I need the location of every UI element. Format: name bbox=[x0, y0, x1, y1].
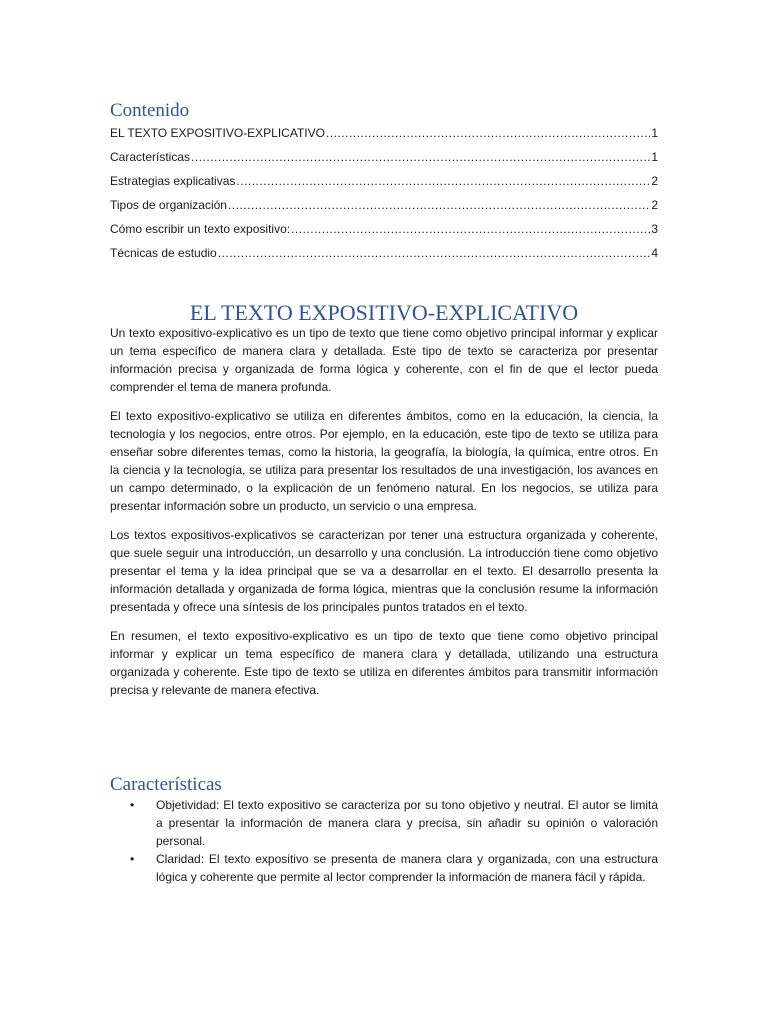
toc-item-page: 1 bbox=[651, 150, 658, 164]
bullet-item bbox=[110, 850, 658, 886]
bullet-text: Claridad: El texto expositivo se presenta de manera clara y organizada, con una estructura lógica y coherente que permite al lector comprender la información de manera fácil y rápida. bbox=[156, 852, 658, 884]
toc-item-label: Cómo escribir un texto expositivo: bbox=[110, 222, 291, 236]
paragraph: En resumen, el texto expositivo-explicativo es un tipo de texto que tiene como objetivo principal informar y explicar un tema específico de manera clara y detallada, utilizando una estructura organizada y coherente. Este tipo de texto se utiliza en diferentes ámbitos para transmitir información precisa y relevante de manera efectiva. bbox=[110, 629, 658, 697]
paragraph: El texto expositivo-explicativo se utiliza en diferentes ámbitos, como en la educación, la ciencia, la tecnología y los negocios, entre otros. Por ejemplo, en la educación, este tipo de texto se utiliza para enseñar sobre diferentes temas, como la historia, la geografía, la biología, la química, entre otros. En la ciencia y la tecnología, se utiliza para presentar los resultados de una investigación, los avances en un campo determinado, o la explicación de un fenómeno natural. En los negocios, se utiliza para presentar información sobre un producto, un servicio o una empresa. bbox=[110, 409, 658, 513]
toc-item-label: Estrategias explicativas bbox=[110, 174, 236, 188]
bullet-item bbox=[110, 796, 658, 850]
toc-item-label: EL TEXTO EXPOSITIVO-EXPLICATIVO bbox=[110, 126, 325, 140]
toc-leader-dots bbox=[291, 220, 650, 238]
paragraph: Un texto expositivo-explicativo es un tipo de texto que tiene como objetivo principal informar y explicar un tema específico de manera clara y detallada. Este tipo de texto se caracteriza por presentar información precisa y organizada de forma lógica y coherente, con el fin de que el lector pueda comprender el tema de manera profunda. bbox=[110, 326, 658, 394]
section-body bbox=[110, 324, 658, 710]
toc-item-page: 4 bbox=[651, 246, 658, 260]
bullet-icon: • bbox=[130, 852, 135, 866]
table-of-contents bbox=[110, 124, 658, 268]
toc-item[interactable] bbox=[110, 220, 658, 244]
bullet-list bbox=[110, 796, 658, 886]
bullet-text: Objetividad: El texto expositivo se caracteriza por su tono objetivo y neutral. El autor se limita a presentar la información de manera clara y precisa, sin añadir su opinión o valoración personal. bbox=[156, 798, 658, 848]
toc-item[interactable] bbox=[110, 124, 658, 148]
toc-title: Contenido bbox=[110, 100, 190, 121]
toc-leader-dots bbox=[236, 172, 650, 190]
toc-item[interactable] bbox=[110, 196, 658, 220]
toc-leader-dots bbox=[191, 148, 650, 166]
toc-item[interactable] bbox=[110, 172, 658, 196]
toc-item-label: Tipos de organización bbox=[110, 198, 227, 212]
section-heading: EL TEXTO EXPOSITIVO-EXPLICATIVO bbox=[189, 300, 579, 325]
toc-leader-dots bbox=[228, 196, 650, 214]
toc-item[interactable] bbox=[110, 148, 658, 172]
toc-item-page: 1 bbox=[651, 126, 658, 140]
toc-item-page: 2 bbox=[651, 174, 658, 188]
toc-item-label: Características bbox=[110, 150, 191, 164]
toc-item-page: 2 bbox=[651, 198, 658, 212]
subsection-heading: Características bbox=[110, 774, 222, 795]
toc-leader-dots bbox=[218, 244, 651, 262]
toc-item-page: 3 bbox=[651, 222, 658, 236]
toc-item-label: Técnicas de estudio bbox=[110, 246, 217, 260]
bullet-icon: • bbox=[130, 798, 135, 812]
paragraph: Los textos expositivos-explicativos se caracterizan por tener una estructura organizada y coherente, que suele seguir una introducción, un desarrollo y una conclusión. La introducción tiene como objetivo presentar el tema y la idea principal que se va a desarrollar en el texto. El desarrollo presenta la información detallada y organizada de forma lógica, mientras que la conclusión resume la información presentada y ofrece una síntesis de los principales puntos tratados en el texto. bbox=[110, 528, 658, 614]
toc-item[interactable] bbox=[110, 244, 658, 268]
toc-leader-dots bbox=[326, 124, 650, 142]
